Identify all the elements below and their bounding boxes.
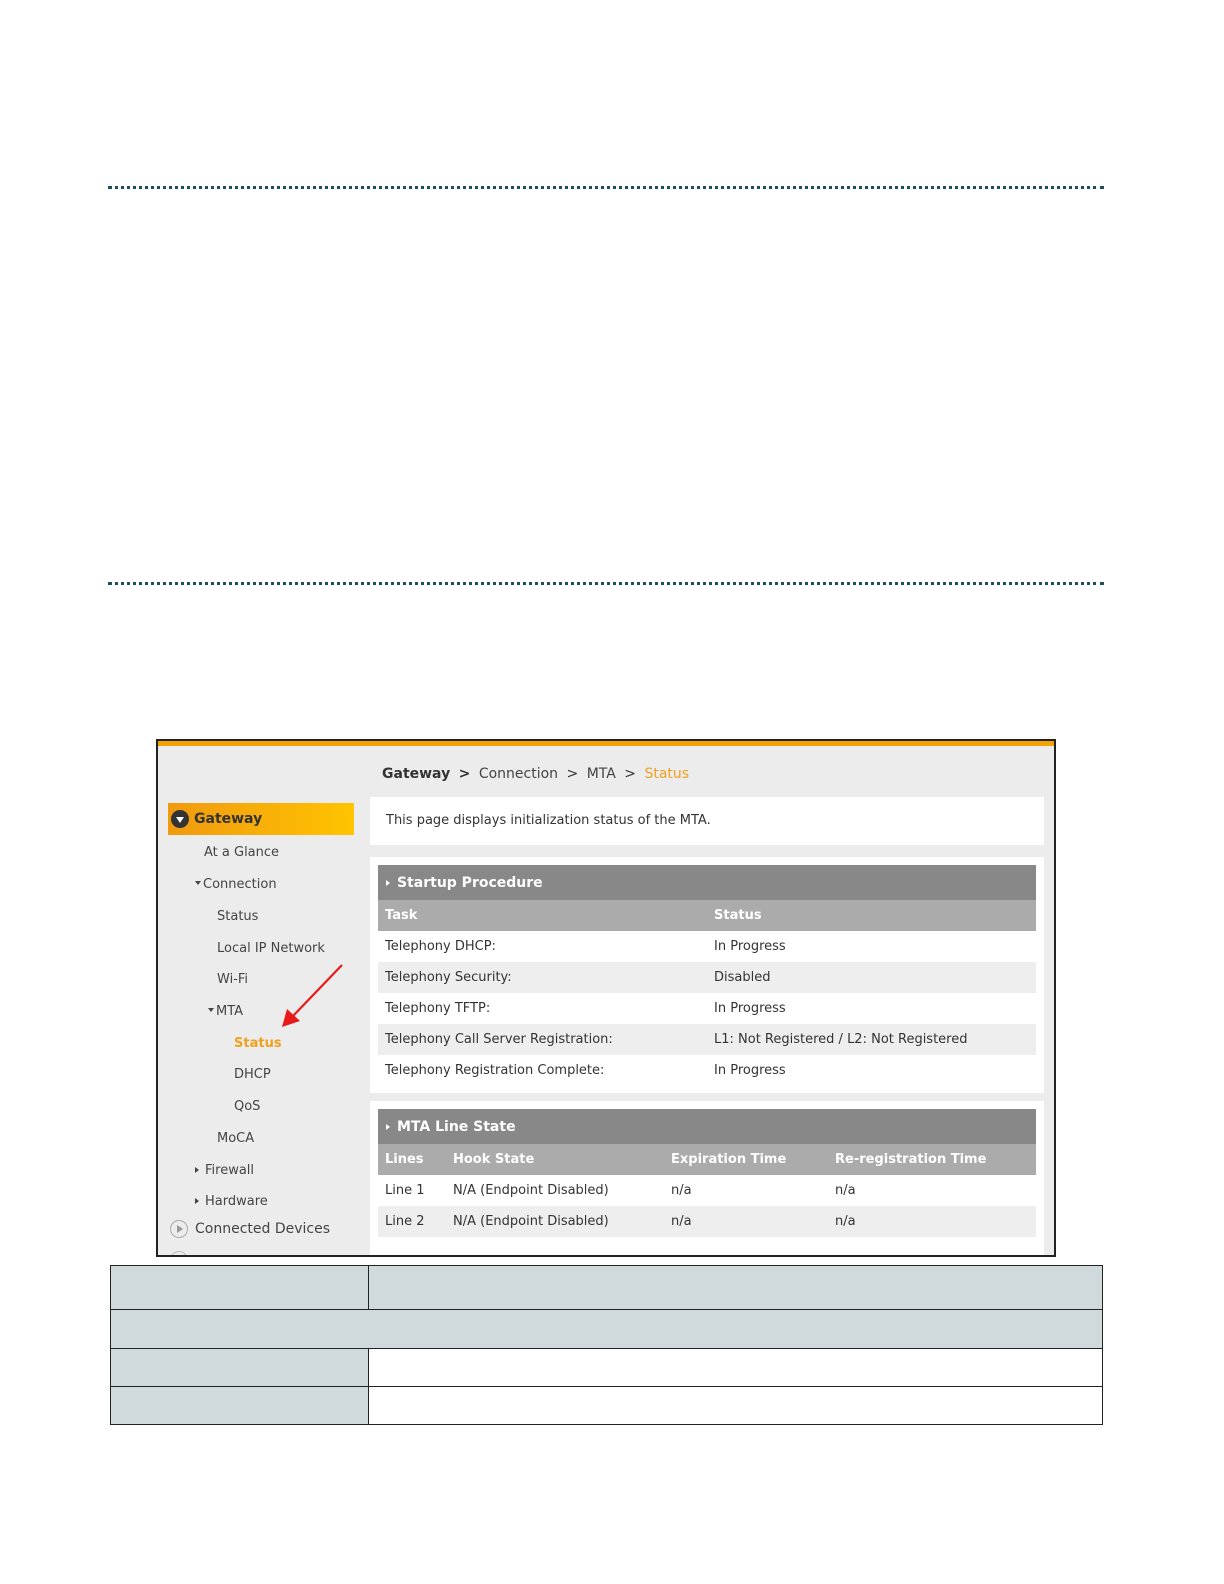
startup-table [378,900,1036,1086]
annotation-arrow-icon [276,961,348,1033]
breadcrumb-status: Status [644,766,690,782]
column-header: Lines [378,1144,446,1175]
sidebar-item-mta[interactable] [208,1004,243,1019]
table-row [378,1175,1036,1206]
sidebar-item-label: Connected Devices [195,1221,331,1237]
table-cell [111,1266,369,1310]
status-cell: In Progress [714,1063,786,1078]
hook-state-cell: N/A (Endpoint Disabled) [453,1183,609,1198]
table-row [111,1387,1103,1425]
mta-line-state-panel [370,1101,1044,1255]
table-row [378,1024,1036,1055]
line-cell: Line 1 [385,1183,425,1198]
table-row [378,1055,1036,1086]
caret-right-icon [195,1167,199,1173]
sidebar-item-label: MTA [216,1004,244,1019]
expiration-cell: n/a [664,1206,828,1237]
table-row [378,962,1036,993]
status-cell: In Progress [714,1001,786,1016]
task-cell: Telephony DHCP: [385,939,496,954]
table-cell [369,1349,1103,1387]
table-row [111,1349,1103,1387]
sidebar-item-label: Hardware [205,1194,268,1209]
breadcrumb-separator: > [624,766,637,782]
breadcrumb-gateway[interactable]: Gateway [382,766,451,782]
table-row [111,1266,1103,1310]
status-cell: L1: Not Registered / L2: Not Registered [707,1024,1036,1055]
table-row [378,931,1036,962]
sidebar-item-dhcp[interactable]: DHCP [234,1067,271,1082]
task-cell: Telephony Call Server Registration: [378,1024,707,1055]
task-cell: Telephony Registration Complete: [385,1063,605,1078]
mta-status-screenshot [156,739,1056,1257]
column-header: Expiration Time [664,1144,828,1175]
play-circle-icon [170,1220,188,1238]
sidebar-nav [168,803,354,1237]
caret-right-icon [195,1198,199,1204]
accent-bar [158,741,1054,746]
breadcrumb-connection[interactable]: Connection [478,766,559,782]
sidebar-item-at-a-glance[interactable]: At a Glance [204,845,280,860]
table-cell [369,1387,1103,1425]
caret-right-icon [386,1124,390,1130]
sidebar-item-connection[interactable] [195,877,277,892]
sidebar-item-gateway[interactable] [168,803,354,835]
table-cell [111,1387,369,1425]
chevron-down-icon [171,810,189,828]
startup-procedure-panel [370,857,1044,1093]
task-cell: Telephony Security: [378,962,707,993]
sidebar-item-status[interactable]: Status [217,909,259,924]
panel-title: MTA Line State [397,1118,516,1135]
expiration-cell: n/a [671,1183,692,1198]
hook-state-cell: N/A (Endpoint Disabled) [446,1206,664,1237]
intro-panel [370,797,1044,845]
table-row [111,1310,1103,1349]
startup-procedure-header[interactable] [378,865,1036,900]
column-header: Hook State [446,1144,664,1175]
sidebar-item-mta-status[interactable]: Status [234,1036,282,1051]
line-state-table [378,1144,1036,1237]
table-cell [369,1266,1103,1310]
line-cell: Line 2 [378,1206,446,1237]
column-header: Task [378,900,707,931]
sidebar-item-label: Gateway [194,811,263,827]
breadcrumb-separator: > [458,766,471,782]
sidebar-item-label: Firewall [205,1163,255,1178]
caret-down-icon [208,1008,214,1012]
section-divider [108,582,1104,585]
sidebar-item-local-ip-network[interactable]: Local IP Network [217,941,325,956]
table-row [378,1206,1036,1237]
panel-title: Startup Procedure [397,874,543,891]
column-header: Re-registration Time [828,1144,1036,1175]
sidebar-item-label: Connection [203,877,277,892]
breadcrumb-mta[interactable]: MTA [586,766,616,782]
sidebar-item-qos[interactable]: QoS [234,1099,261,1114]
column-header: Status [707,900,1036,931]
table-cell [111,1349,369,1387]
sidebar-item-hardware[interactable] [195,1194,268,1209]
reregistration-cell: n/a [835,1183,856,1198]
reregistration-cell: n/a [828,1206,1036,1237]
status-cell: Disabled [707,962,1036,993]
table-cell [111,1310,1103,1349]
section-divider [108,186,1104,189]
sidebar-item-firewall[interactable] [195,1163,254,1178]
sidebar-item-wifi[interactable]: Wi-Fi [217,972,249,987]
document-table [110,1265,1103,1425]
table-row [378,993,1036,1024]
sidebar-item-connected-devices[interactable] [170,1220,330,1238]
breadcrumb [382,766,689,782]
intro-text: This page displays initialization status of the MTA. [386,813,711,828]
task-cell: Telephony TFTP: [385,1001,491,1016]
caret-down-icon [195,881,201,885]
sidebar-item-moca[interactable]: MoCA [217,1131,255,1146]
breadcrumb-separator: > [566,766,579,782]
play-circle-icon [170,1251,188,1257]
caret-right-icon [386,880,390,886]
mta-line-state-header[interactable] [378,1109,1036,1144]
status-cell: In Progress [714,939,786,954]
